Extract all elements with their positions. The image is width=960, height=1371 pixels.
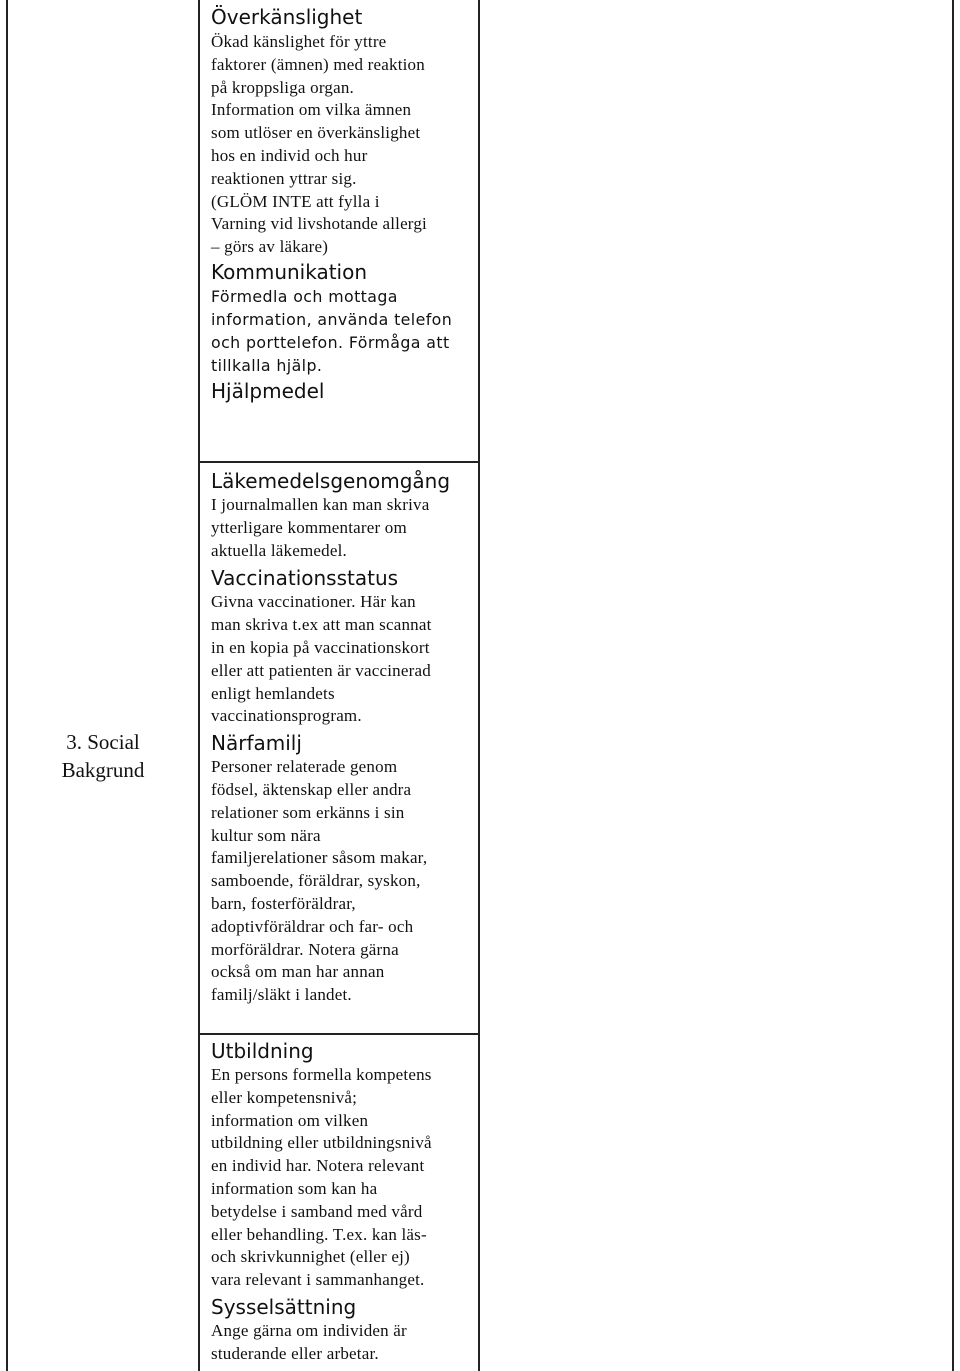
table-border-right	[952, 0, 954, 1371]
section-label-cell	[8, 728, 198, 784]
term-kommunikation	[211, 259, 477, 377]
term-description: Ökad känslighet för yttre faktorer (ämnen) med reaktion på kroppsliga organ. Information om vilka ämnen som utlöser en överkänslighet hos en individ och hur reaktionen yttrar sig. (GLÖM INTE att fylla i Varning vid livshotande allergi – görs av läkare)	[211, 32, 427, 257]
table-border-row1-bottom	[198, 461, 480, 463]
term-title: Vaccinationsstatus	[211, 566, 399, 591]
term-vaccinationsstatus	[211, 565, 477, 728]
term-narfamilj	[211, 730, 477, 1007]
row-1-terms	[211, 4, 477, 404]
table-border-left	[6, 0, 8, 1371]
row-2-terms	[211, 468, 477, 1007]
term-lakemedelsgenomgang	[211, 468, 477, 562]
term-title: Närfamilj	[211, 731, 302, 756]
table-border-row2-bottom	[198, 1033, 480, 1035]
term-title: Hjälpmedel	[211, 378, 325, 403]
term-sysselsattning	[211, 1294, 477, 1366]
term-title: Överkänslighet	[211, 5, 363, 29]
term-title: Utbildning	[211, 1039, 314, 1063]
term-description: Ange gärna om individen är studerande eller arbetar.	[211, 1320, 407, 1363]
term-title: Kommunikation	[211, 259, 368, 284]
term-overkanslighet	[211, 4, 477, 259]
table-border-col1	[198, 0, 200, 1371]
term-title: Läkemedelsgenomgång	[211, 469, 451, 493]
row-3-terms	[211, 1038, 477, 1366]
term-description: Givna vaccinationer. Här kan man skriva t.ex att man scannat in en kopia på vaccinationskort eller att patienten är vaccinerad enligt hemlandets vaccinationsprogram.	[211, 592, 432, 726]
term-description: Personer relaterade genom födsel, äktenskap eller andra relationer som erkänns i sin kultur som nära familjerelationer såsom makar, samboende, föräldrar, syskon, barn, fosterföräldrar, adoptivföräldrar och far- och morföräldrar. Notera gärna också om man har annan familj/släkt i landet.	[211, 757, 428, 1005]
term-title: Sysselsättning	[211, 1294, 357, 1319]
term-description: En persons formella kompetens eller kompetensnivå; information om vilken utbildning eller utbildningsnivå en individ har. Notera relevant information som kan ha betydelse i samband med vård eller behandling. T.ex. kan läs- och skrivkunnighet (eller ej) vara relevant i sammanhanget.	[211, 1065, 432, 1290]
section-label: 3. Social Bakgrund	[61, 730, 145, 782]
table-border-col2	[478, 0, 480, 1371]
term-hjalpmedel	[211, 378, 477, 404]
term-utbildning	[211, 1038, 477, 1292]
term-description: Förmedla och mottaga information, använda telefon och porttelefon. Förmåga att tillkalla hjälp.	[211, 286, 453, 375]
term-description: I journalmallen kan man skriva ytterligare kommentarer om aktuella läkemedel.	[211, 495, 430, 560]
